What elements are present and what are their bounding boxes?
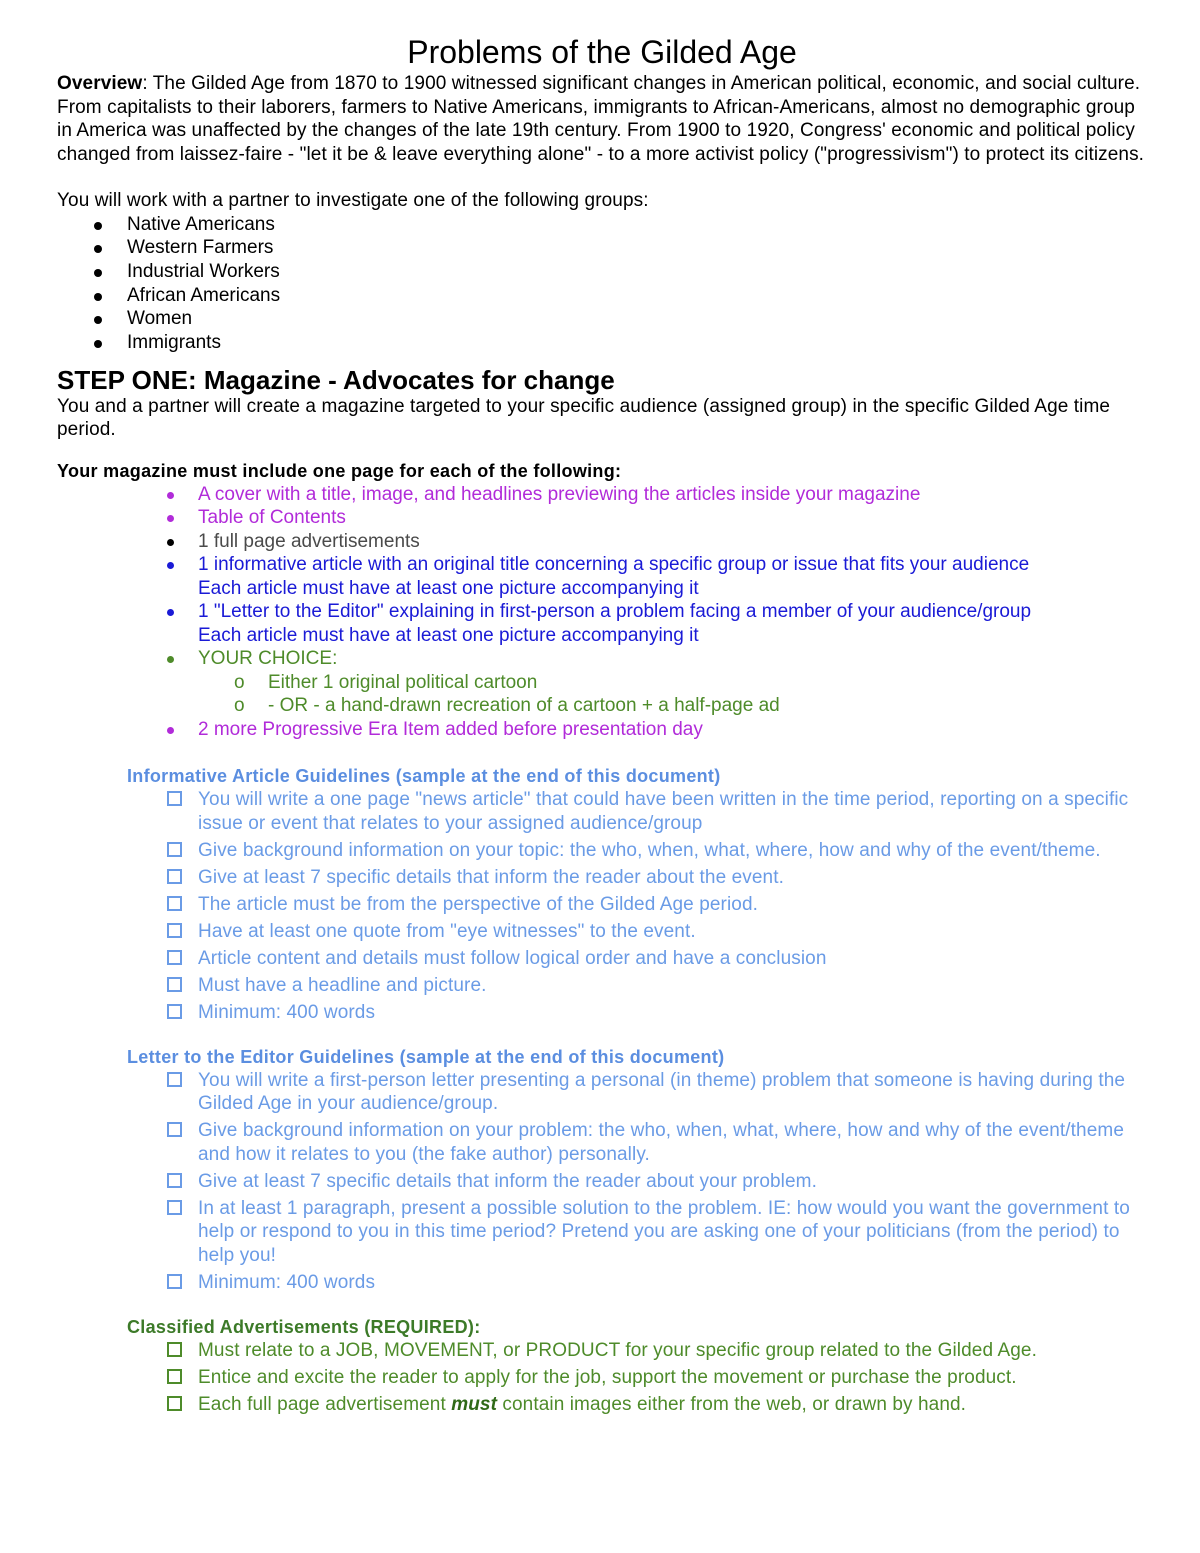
checkbox-icon — [167, 1396, 182, 1411]
checkbox-icon — [167, 923, 182, 938]
checklist-item: Minimum: 400 words — [167, 1001, 1147, 1025]
article-guidelines-list — [57, 788, 1147, 1024]
list-item: Western Farmers — [90, 236, 1147, 260]
bullet-icon — [167, 656, 174, 663]
checklist-item: Must have a headline and picture. — [167, 974, 1147, 998]
letter-guidelines-heading: Letter to the Editor Guidelines (sample at the end of this document) — [127, 1046, 725, 1067]
checkbox-icon — [167, 1072, 182, 1087]
checkbox-icon — [167, 950, 182, 965]
bullet-icon — [94, 269, 102, 277]
checkbox-icon — [167, 791, 182, 806]
requirements-list — [57, 483, 1147, 742]
checklist-item: Must relate to a JOB, MOVEMENT, or PRODUCT for your specific group related to the Gilded Age. — [167, 1339, 1147, 1363]
checklist-item: Give background information on your problem: the who, when, what, where, how and why of the event/theme and how it relates to you (the fake author) personally. — [167, 1119, 1147, 1166]
checklist-item: Give at least 7 specific details that inform the reader about the event. — [167, 866, 1147, 890]
groups-intro: You will work with a partner to investigate one of the following groups: — [57, 190, 649, 211]
checklist-item: Give at least 7 specific details that inform the reader about your problem. — [167, 1170, 1147, 1194]
list-item: 1 "Letter to the Editor" explaining in first-person a problem facing a member of your audience/group Each article must have at least one picture accompanying it — [162, 600, 1147, 647]
checklist-item: You will write a one page "news article" that could have been written in the time period, reporting on a specific issue or event that relates to your assigned audience/group — [167, 788, 1147, 835]
checklist-item: Have at least one quote from "eye witnesses" to the event. — [167, 920, 1147, 944]
checkbox-icon — [167, 1173, 182, 1188]
list-item: o - OR - a hand-drawn recreation of a cartoon + a half-page ad — [234, 695, 780, 717]
choice-sublist — [198, 671, 1147, 718]
list-item: o Either 1 original political cartoon — [234, 671, 538, 693]
checklist-item: The article must be from the perspective of the Gilded Age period. — [167, 893, 1147, 917]
list-item: 1 full page advertisements — [162, 530, 1147, 554]
checkbox-icon — [167, 1200, 182, 1215]
overview-label: Overview — [57, 73, 143, 94]
letter-guidelines-list — [57, 1069, 1147, 1295]
page-title: Problems of the Gilded Age — [407, 34, 797, 70]
checklist-item: In at least 1 paragraph, present a possible solution to the problem. IE: how would you want the government to help or respond to you in this time period? Pretend you are asking one of your politicians (from the period) to help you! — [167, 1197, 1147, 1268]
list-item: 2 more Progressive Era Item added before presentation day — [162, 718, 1147, 742]
classified-list — [57, 1339, 1147, 1417]
list-item: Women — [90, 307, 1147, 331]
list-item: 1 informative article with an original title concerning a specific group or issue that fits your audience Each article must have at least one picture accompanying it — [162, 553, 1147, 600]
list-item: YOUR CHOICE: o Either 1 original political cartoon o - OR - a hand-drawn recreation of a cartoon + a half-page ad — [162, 647, 1147, 718]
bullet-icon — [94, 222, 102, 230]
classified-heading: Classified Advertisements (REQUIRED): — [127, 1316, 481, 1337]
overview-text: : The Gilded Age from 1870 to 1900 witnessed significant changes in American political, economic, and social culture. From capitalists to their laborers, farmers to Native Americans, immigrants to African-Americans, almost no demographic group in America was unaffected by the changes of the late 19th century. From 1900 to 1920, Congress' economic and political policy changed from laissez-faire - "let it be & leave everything alone" - to a more activist policy ("progressivism") to protect its citizens. — [57, 73, 1145, 165]
checklist-item: Entice and excite the reader to apply for the job, support the movement or purchase the product. — [167, 1366, 1147, 1390]
list-item: African Americans — [90, 284, 1147, 308]
step-one-intro: You and a partner will create a magazine targeted to your specific audience (assigned group) in the specific Gilded Age time period. — [57, 395, 1111, 441]
bullet-icon — [167, 562, 174, 569]
step-one-heading: STEP ONE: Magazine - Advocates for change — [57, 364, 615, 395]
list-item: Native Americans — [90, 213, 1147, 237]
checkbox-icon — [167, 869, 182, 884]
list-item: Immigrants — [90, 331, 1147, 355]
bullet-icon — [167, 539, 174, 546]
list-item: Industrial Workers — [90, 260, 1147, 284]
checkbox-icon — [167, 1342, 182, 1357]
list-item: Table of Contents — [162, 506, 1147, 530]
checklist-item: Minimum: 400 words — [167, 1271, 1147, 1295]
bullet-icon — [94, 293, 102, 301]
checkbox-icon — [167, 977, 182, 992]
overview-paragraph — [57, 72, 1147, 166]
checkbox-icon — [167, 1122, 182, 1137]
document-page — [57, 32, 1147, 1420]
requirements-heading: Your magazine must include one page for each of the following: — [57, 460, 622, 481]
checkbox-icon — [167, 1004, 182, 1019]
checkbox-icon — [167, 1274, 182, 1289]
bullet-icon — [94, 340, 102, 348]
checklist-item: Article content and details must follow logical order and have a conclusion — [167, 947, 1147, 971]
bullet-icon — [167, 492, 174, 499]
article-guidelines-heading: Informative Article Guidelines (sample at the end of this document) — [127, 766, 721, 787]
bullet-icon — [94, 245, 102, 253]
checkbox-icon — [167, 1369, 182, 1384]
list-item: A cover with a title, image, and headlines previewing the articles inside your magazine — [162, 483, 1147, 507]
groups-list — [57, 213, 1147, 355]
checkbox-icon — [167, 842, 182, 857]
checkbox-icon — [167, 896, 182, 911]
bullet-icon — [94, 316, 102, 324]
checklist-item: You will write a first-person letter presenting a personal (in theme) problem that someone is having during the Gilded Age in your audience/group. — [167, 1069, 1147, 1116]
bullet-icon — [167, 727, 174, 734]
bullet-icon — [167, 609, 174, 616]
emphasis-must: must — [451, 1393, 498, 1415]
bullet-icon — [167, 515, 174, 522]
checklist-item: Each full page advertisement must contain images either from the web, or drawn by hand. — [167, 1393, 1147, 1417]
checklist-item: Give background information on your topic: the who, when, what, where, how and why of the event/theme. — [167, 839, 1147, 863]
